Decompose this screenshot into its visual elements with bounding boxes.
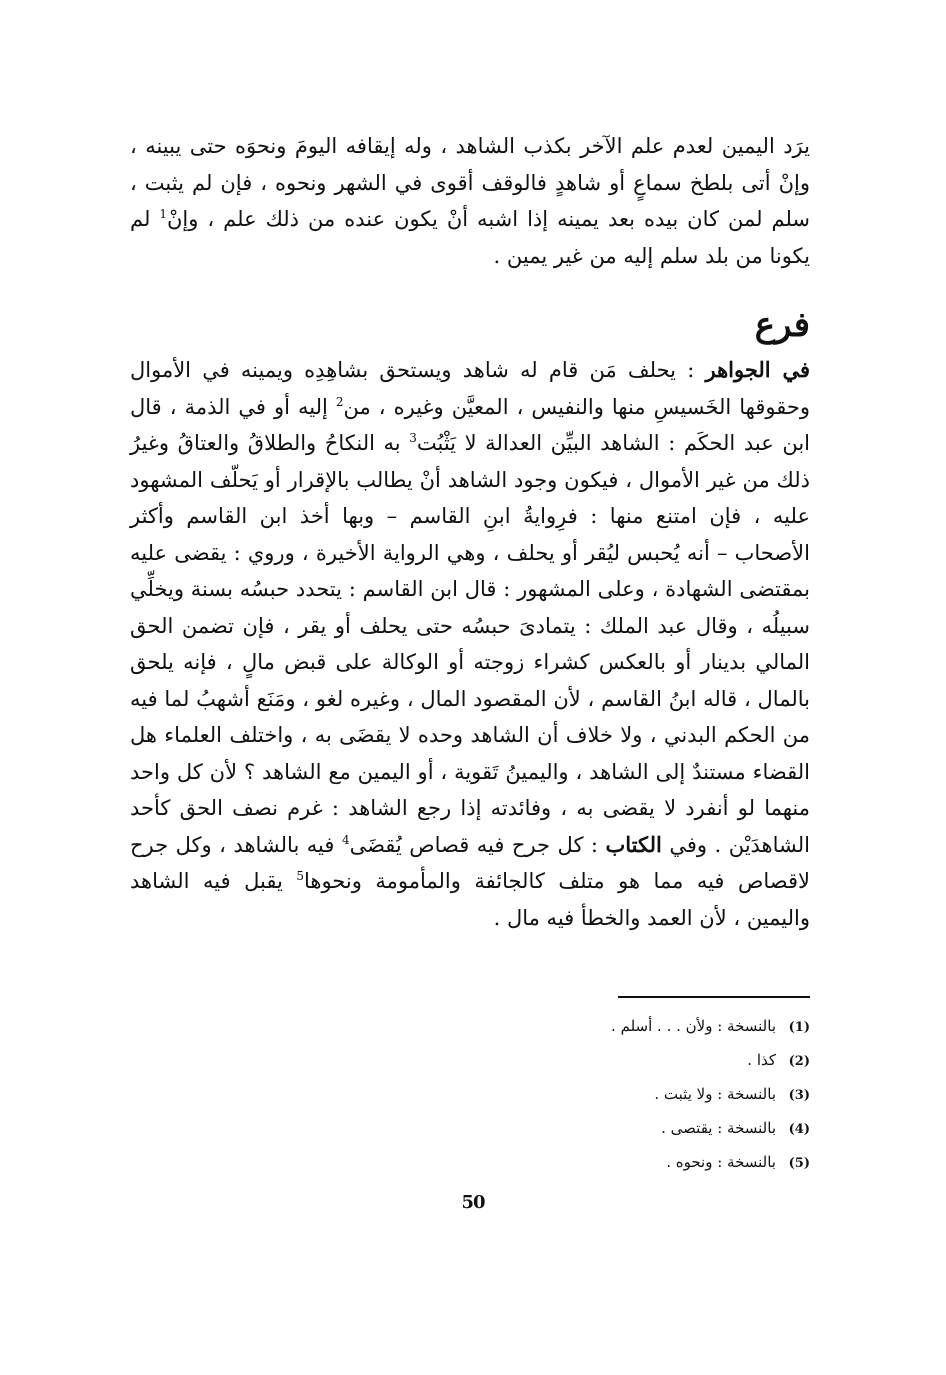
footnote-item xyxy=(310,1146,810,1180)
footnote-ref-1[interactable]: 1 xyxy=(159,207,167,221)
paragraph-text: يرَد اليمين لعدم علم الآخر بكذب الشاهد ، وله إيقافه اليومَ ونحوَه حتى يبينه ، وإنْ أتى بلطخ سماعٍ أو شاهدٍ فالوقف أقوى في الشهر ونحوه ، فإن لم يثبت ، سلم لمن كان بيده بعد يمينه إذا اشبه أنْ يكون عنده من ذلك علم ، وإنْ xyxy=(130,134,810,231)
source-label-jawahir: في الجواهر xyxy=(705,357,810,382)
main-paragraph xyxy=(130,352,810,936)
footnote-number: (4) xyxy=(788,1122,810,1137)
footnote-ref-5[interactable]: 5 xyxy=(296,869,304,883)
footnote-text: بالنسخة : ولأن . . . أسلم . xyxy=(611,1017,776,1035)
paragraph-text: : يحلف مَن قام له شاهد ويستحق بشاهِدِه ويمينه في الأموال وحقوقها الخَسيسِ منها والنفيس ، المعيَّن وغيره ، من xyxy=(130,358,810,419)
footnote-number: (2) xyxy=(788,1054,810,1069)
paragraph-text: : كل جرح فيه قصاص يُقضَى xyxy=(349,832,606,857)
footnote-text: بالنسخة : ونحوه . xyxy=(666,1153,776,1171)
section-heading: فرع xyxy=(754,305,810,345)
footnote-number: (1) xyxy=(788,1020,810,1035)
paragraph-text: إليه أو في الذمة ، قال ابن عبد الحكَم : الشاهد البيِّن العدالة لا يَثْبُت xyxy=(130,394,811,455)
footnote-item xyxy=(310,1112,810,1146)
footnote-ref-2[interactable]: 2 xyxy=(335,394,344,409)
source-label-kitab: الكتاب xyxy=(605,831,662,857)
footnote-item xyxy=(310,1078,810,1112)
footnotes-list xyxy=(310,1010,810,1180)
footnote-number: (3) xyxy=(788,1088,810,1103)
footnote-ref-4[interactable]: 4 xyxy=(341,832,350,847)
paragraph-text: فيه بالشاهد ، وكل جرح لاقصاص فيه مما هو متلف كالجائفة والمأمومة ونحوها xyxy=(130,832,810,893)
footnote-ref-3[interactable]: 3 xyxy=(409,431,417,445)
opening-paragraph xyxy=(130,128,810,274)
footnote-text: كذا . xyxy=(747,1051,776,1069)
paragraph-text: يقبل فيه الشاهد واليمين ، لأن العمد والخطأ فيه مال . xyxy=(130,869,810,930)
footnote-text: بالنسخة : يقتصى . xyxy=(661,1119,776,1137)
footnote-text: بالنسخة : ولا يثبت . xyxy=(654,1085,776,1103)
footnote-item xyxy=(310,1044,810,1078)
footnote-number: (5) xyxy=(788,1156,810,1171)
paragraph-text-tail: لم يكونا من بلد سلم إليه من غير يمين . xyxy=(130,207,810,268)
footnote-divider xyxy=(618,996,810,998)
footnote-item xyxy=(310,1010,810,1044)
page-number: 50 xyxy=(461,1192,485,1213)
paragraph-text: به النكاحُ والطلاقُ والعتاقُ وغيرُ ذلك من غير الأموال ، فيكون وجود الشاهد أنْ يطالب بالإقرار أو يَحلّف المشهود عليه ، فإن امتنع منها : فرِوايةُ ابنِ القاسم – وبها أخذ ابن القاسم وأكثر الأصحاب – أنه يُحبس ليُقر أو يحلف ، وهي الرواية الأخيرة ، وروي : يقضى عليه بمقتضى الشهادة ، وعلى المشهور : قال ابن القاسم : يتحدد حبسُه بسنة ويخلِّي سبيلُه ، وقال عبد الملك : يتمادىَ حبسُه حتى يحلف أو يقر ، فإن تضمن الحق المالي بدينار أو بالعكس كشراء زوجته أو الوكالة على قبض مالٍ ، فإنه يلحق بالمال ، قاله ابنُ القاسم ، لأن المقصود المال ، وغيره لغو ، ومَنَع أشهبُ لما فيه من الحكم البدني ، ولا خلاف أن الشاهد وحده لا يقضَى به ، واختلف العلماء هل القضاء مستندٌ إلى الشاهد ، واليمينُ تَقوية ، أو اليمين مع الشاهد ؟ لأن كل واحد منهما لو أنفرد لا يقضى به ، وفائدته إذا رجع الشاهد : غرم نصف الحق كأحد الشاهدَيْن . وفي xyxy=(130,431,810,857)
